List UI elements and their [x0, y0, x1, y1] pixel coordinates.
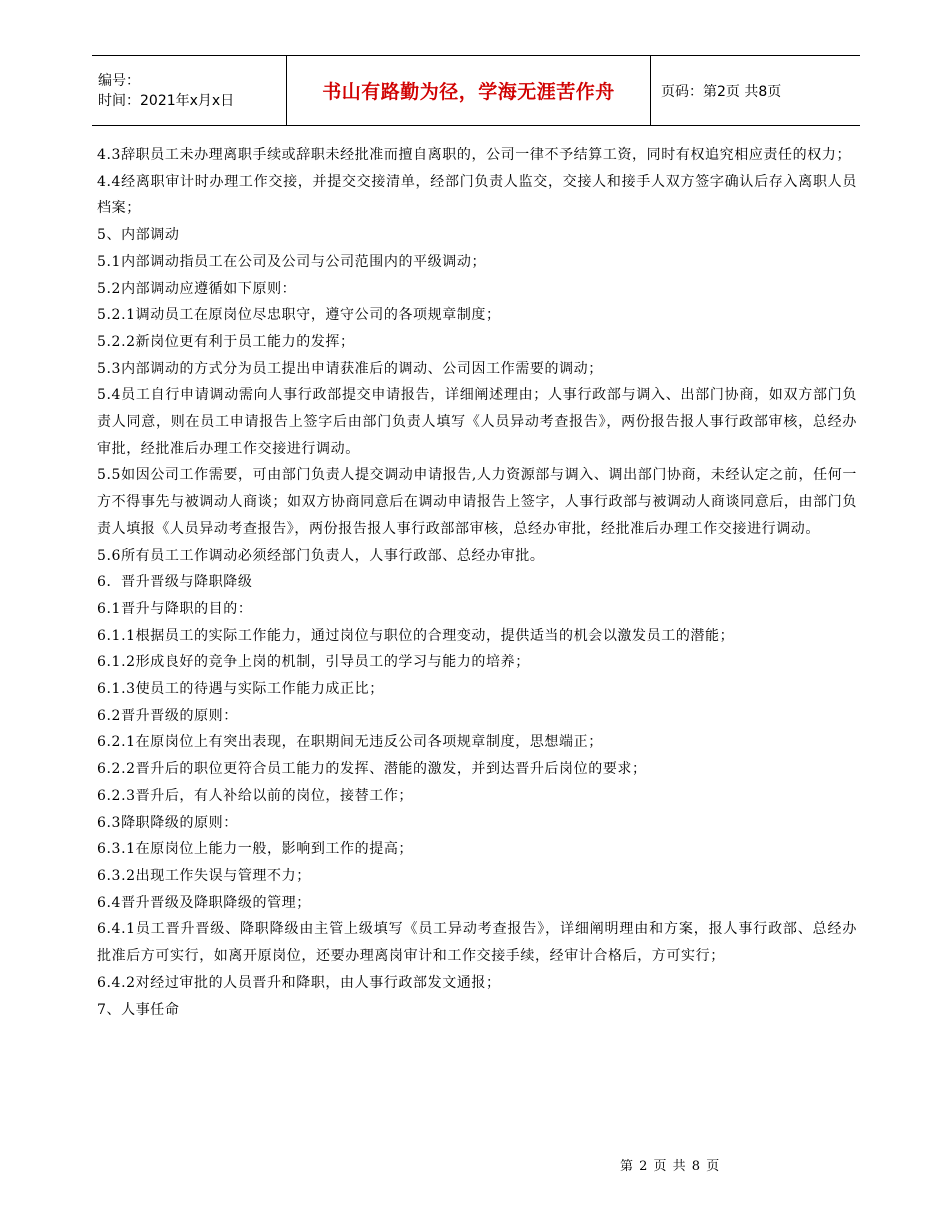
document-paragraph: 6.2.1在原岗位上有突出表现，在职期间无违反公司各项规章制度，思想端正；: [97, 734, 603, 751]
document-paragraph: 4.4经离职审计时办理工作交接，并提交交接清单，经部门负责人监交，交接人和接手人双方签字确认后存入离职人员档案；: [97, 173, 857, 217]
document-paragraph: 6.3.2出现工作失误与管理不力；: [97, 867, 311, 884]
document-paragraph: 6.1.1根据员工的实际工作能力，通过岗位与职位的合理变动，提供适当的机会以激发员工的潜能；: [97, 627, 735, 644]
page-info-text: 页码：第2页 共8页: [661, 83, 782, 100]
header-meta: [92, 56, 287, 125]
document-paragraph: 6.1.2形成良好的竞争上岗的机制，引导员工的学习与能力的培养；: [97, 654, 530, 671]
page-footer: 第 2 页 共 8 页: [620, 1159, 721, 1174]
document-paragraph: 7、人事任命: [97, 1001, 180, 1018]
motto-text: 书山有路勤为径，学海无涯苦作舟: [322, 81, 615, 103]
document-paragraph: 5、内部调动: [97, 227, 180, 244]
document-paragraph: 6.4.1员工晋升晋级、降职降级由主管上级填写《员工异动考查报告》，详细阐明理由和方案，报人事行政部、总经办批准后方可实行，如离开原岗位，还要办理离岗审计和工作交接手续，经审计合格后，方可实行；: [97, 921, 857, 965]
document-paragraph: 6.2晋升晋级的原则：: [97, 707, 238, 724]
document-paragraph: 5.4员工自行申请调动需向人事行政部提交申请报告，详细阐述理由；人事行政部与调入、出部门协商，如双方部门负责人同意，则在员工申请报告上签字后由部门负责人填写《人员异动考查报告》，两份报告报人事行政部审核，总经办审批，经批准后办理工作交接进行调动。: [97, 387, 857, 457]
document-paragraph: 5.6所有员工工作调动必须经部门负责人，人事行政部、总经办审批。: [97, 547, 545, 564]
document-paragraph: 4.3辞职员工未办理离职手续或辞职未经批准而擅自离职的，公司一律不予结算工资，同时有权追究相应责任的权力；: [97, 147, 852, 163]
document-time-label: 时间：2021年x月x日: [98, 92, 235, 109]
document-body: [97, 142, 857, 1023]
document-header: [92, 55, 860, 126]
document-paragraph: 5.2.1调动员工在原岗位尽忠职守，遵守公司的各项规章制度；: [97, 307, 501, 324]
document-paragraph: 5.2.2新岗位更有利于员工能力的发挥；: [97, 333, 355, 350]
header-page-info: [651, 56, 860, 125]
document-paragraph: 5.3内部调动的方式分为员工提出申请获准后的调动、公司因工作需要的调动；: [97, 360, 603, 377]
document-paragraph: 6.4.2对经过审批的人员晋升和降职，由人事行政部发文通报；: [97, 974, 501, 991]
document-paragraph: 6.1晋升与降职的目的：: [97, 600, 253, 617]
document-paragraph: 5.1内部调动指员工在公司及公司与公司范围内的平级调动；: [97, 253, 487, 270]
header-motto: [287, 56, 651, 125]
document-number-label: 编号：: [98, 72, 140, 89]
document-paragraph: 6.3.1在原岗位上能力一般，影响到工作的提高；: [97, 841, 414, 858]
document-paragraph: 6．晋升晋级与降职降级: [97, 574, 253, 591]
document-paragraph: 6.3降职降级的原则：: [97, 814, 238, 831]
document-paragraph: 6.1.3使员工的待遇与实际工作能力成正比；: [97, 681, 384, 698]
document-paragraph: 6.4晋升晋级及降职降级的管理；: [97, 894, 311, 911]
document-paragraph: 6.2.3晋升后，有人补给以前的岗位，接替工作；: [97, 787, 414, 804]
document-paragraph: 5.5如因公司工作需要，可由部门负责人提交调动申请报告,人力资源部与调入、调出部门协商，未经认定之前，任何一方不得事先与被调动人商谈；如双方协商同意后在调动申请报告上签字，人事行政部与被调动人商谈同意后，由部门负责人填报《人员异动考查报告》，两份报告报人事行政部部审核，总经办审批，经批准后办理工作交接进行调动。: [97, 467, 857, 537]
document-paragraph: 5.2内部调动应遵循如下原则：: [97, 280, 297, 297]
document-paragraph: 6.2.2晋升后的职位更符合员工能力的发挥、潜能的激发，并到达晋升后岗位的要求；: [97, 761, 647, 778]
